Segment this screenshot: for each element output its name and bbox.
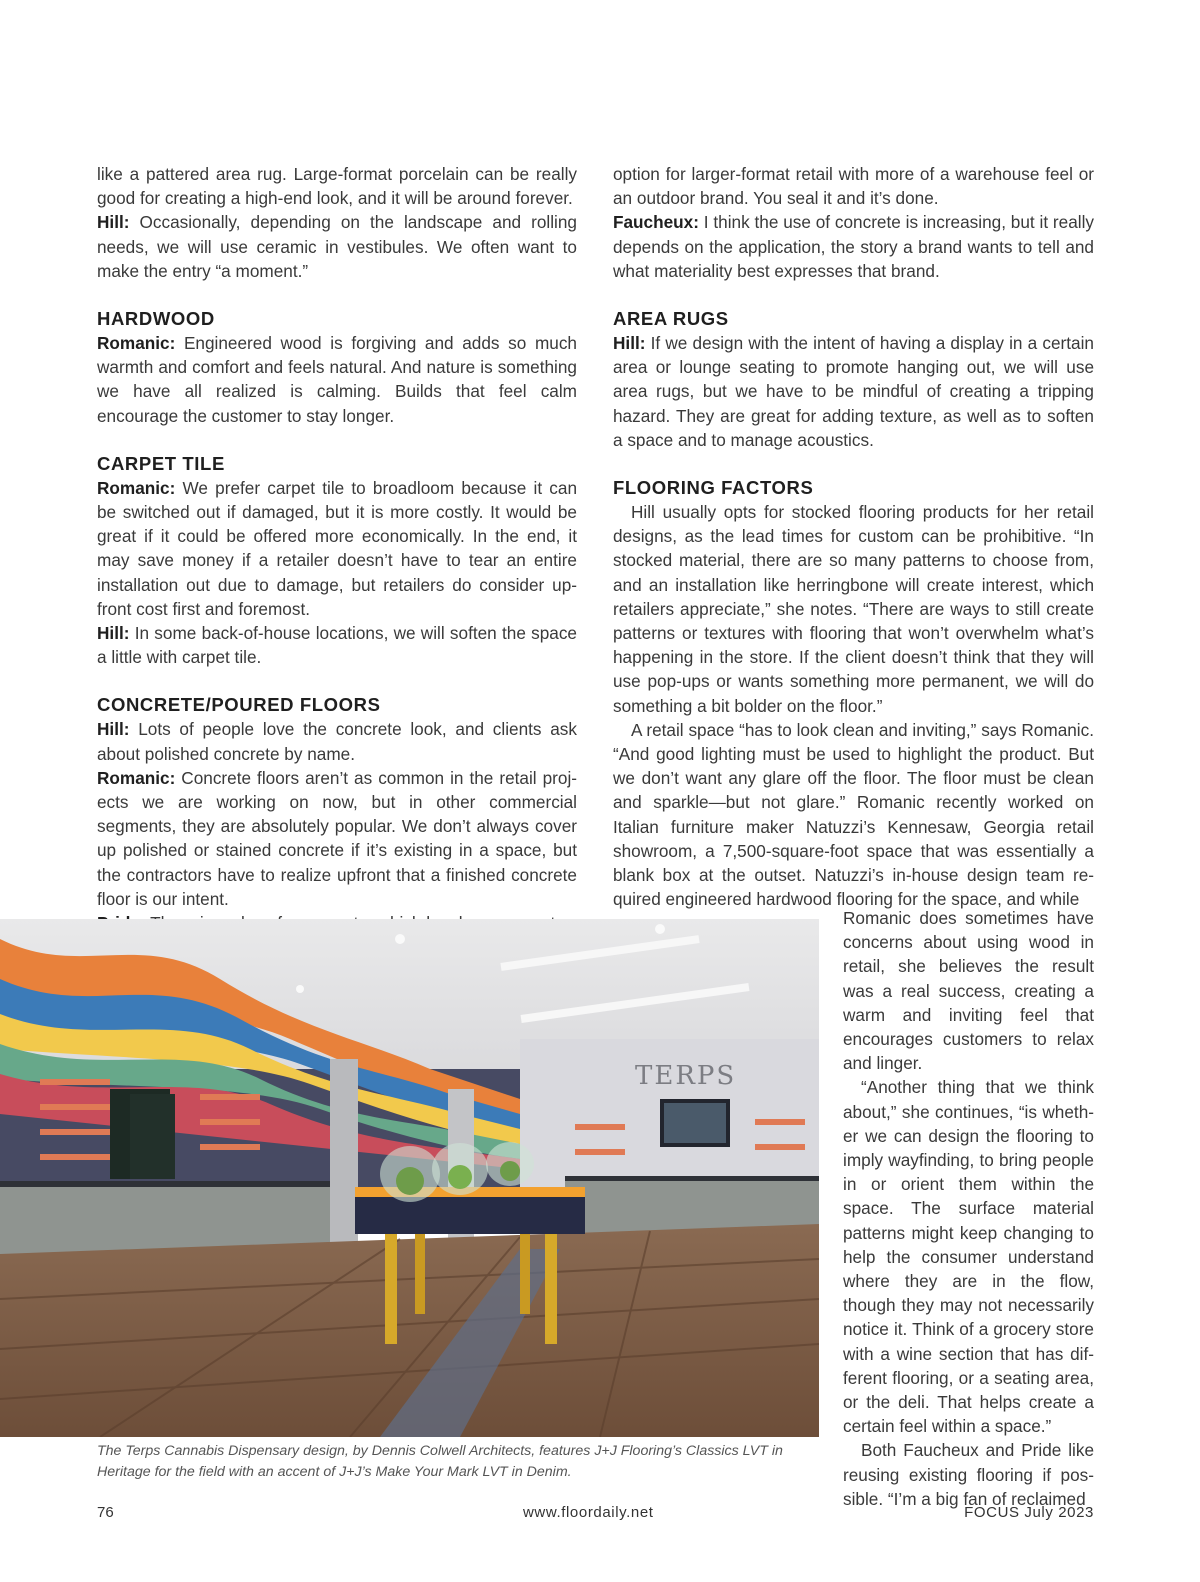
paragraph xyxy=(613,162,1094,210)
paragraph xyxy=(843,906,1094,1075)
body-text: Lots of people love the concrete look, and clients ask about polished concrete by name. xyxy=(97,719,577,764)
paragraph xyxy=(843,1075,1094,1438)
section-heading-hardwood: HARDWOOD xyxy=(97,308,215,330)
footer-issue: FOCUS July 2023 xyxy=(964,1504,1094,1521)
page-number: 76 xyxy=(97,1504,114,1521)
body-text: I think the use of concrete is increasing, but it really depends on the application, the story a brand wants to tell and what materiality best expresses that brand. xyxy=(613,212,1094,281)
body-text: If we design with the intent of having a display in a certain area or lounge seating to promote hanging out, we will use area rugs, but we have to be mindful of creating a tripping hazard. They are great for adding texture, as well as to soften a space and to manage acoustics. xyxy=(613,333,1094,450)
speaker-name: Hill: xyxy=(613,333,646,354)
paragraph xyxy=(97,162,577,210)
section-heading-carpet-tile: CARPET TILE xyxy=(97,452,225,474)
body-text: In some back-of-house locations, we will soften the space a little with carpet tile. xyxy=(97,623,577,668)
speaker-name: Hill: xyxy=(97,212,130,233)
speaker-name: Romanic: xyxy=(97,333,176,354)
body-text: We prefer carpet tile to broadloom because it can be switched out if damaged, but it is more costly. It would be great if it could be offered more economically. In the end, it may save money if a retailer doesn’t have to tear an entire installation out due to damage, but retailers do consider upfront cost first and foremost. xyxy=(97,477,577,619)
body-text: Engineered wood is forgiving and adds so much warmth and comfort and feels natural. And nature is something we have all realized is calming. Builds that feel calm encourage the customer to stay longer. xyxy=(97,333,577,426)
paragraph xyxy=(97,766,577,911)
terps-sign: TERPS xyxy=(635,1061,737,1091)
section-heading-area-rugs: AREA RUGS xyxy=(613,308,729,330)
paragraph xyxy=(97,331,577,428)
dispensary-interior-illustration xyxy=(0,919,819,1437)
section-heading-flooring-factors: FLOORING FACTORS xyxy=(613,477,814,499)
body-text: Occasionally, depending on the landscape and rolling needs, we will use ceramic in vestibules. We often want to make the entry “a moment.” xyxy=(97,212,577,281)
speaker-name: Romanic: xyxy=(97,477,176,498)
body-text: Concrete floors aren’t as common in the retail projects we are working on now, but in other commercial segments, they are absolutely popular. We don’t always cover up polished or stained concrete if it’s existing in a space, but the contractors have to realize upfront that a finished concrete floor is our intent. xyxy=(97,767,577,909)
body-text: Hill usually opts for stocked flooring products for her retail designs, as the lead times for custom can be prohibitive. “In stocked material, there are so many patterns to choose from, and an installation like herringbone will create interest, which retailers appreciate,” she notes. “There are ways to still create patterns or textures with flooring that won’t overwhelm what’s happening in the store. If the client doesn’t think that they will use pop-ups or wants something more permanent, we will do something a bit bolder on the floor.” xyxy=(613,502,1094,716)
body-text: like a pattered area rug. Large-format porcelain can be really good for creating a high-end look, and it will be around forever. xyxy=(97,164,577,209)
body-text: Romanic does sometimes have concerns about using wood in retail, she believes the result was a real success, creating a warm and inviting feel that encourages customers to relax and linger. xyxy=(843,908,1094,1074)
body-text: “Another thing that we think about,” she continues, “is whether we can design the flooring to imply wayfinding, to bring people in or orient them within the space. The surface material patterns might keep changing to help the consumer understand where they are in the flow, though they may not necessarily notice it. Think of a grocery store with a wine section that has different flooring, or a seating area, or the deli. That helps create a certain feel within a space.” xyxy=(843,1077,1094,1437)
speaker-name: Faucheux: xyxy=(613,212,699,233)
paragraph xyxy=(97,717,577,765)
paragraph xyxy=(613,718,1094,912)
speaker-name: Hill: xyxy=(97,623,130,644)
speaker-name: Hill: xyxy=(97,719,130,740)
paragraph xyxy=(613,210,1094,283)
body-text: Both Faucheux and Pride like reusing existing flooring if possible. “I’m a big fan of reclaimed xyxy=(843,1440,1094,1509)
paragraph xyxy=(613,500,1094,718)
paragraph xyxy=(97,621,577,669)
paragraph xyxy=(613,331,1094,452)
paragraph xyxy=(97,476,577,621)
right-column-narrow xyxy=(843,906,1094,1511)
right-column xyxy=(613,162,1094,911)
section-heading-concrete: CONCRETE/POURED FLOORS xyxy=(97,694,381,716)
body-text: option for larger-format retail with more of a warehouse feel or an outdoor brand. You seal it and it’s done. xyxy=(613,164,1094,209)
footer-url[interactable]: www.floordaily.net xyxy=(523,1504,654,1521)
photo-caption: The Terps Cannabis Dispensary design, by Dennis Colwell Architects, features J+J Flooring’s Classics LVT in Heritage for the field with an accent of J+J’s Make Your Mark LVT in Denim. xyxy=(97,1443,783,1480)
speaker-name: Romanic: xyxy=(97,767,176,788)
paragraph xyxy=(843,1438,1094,1511)
paragraph xyxy=(97,210,577,283)
store-photo xyxy=(0,919,819,1437)
left-column xyxy=(97,162,577,935)
body-text: A retail space “has to look clean and inviting,” says Romanic. “And good lighting must be used to highlight the product. But we don’t want any glare off the floor. The floor must be clean and sparkle—but not glare.” Romanic recently worked on Italian furniture maker Natuzzi’s Kennesaw, Georgia retail showroom, a 7,500-square-foot space that was essentially a blank box at the outset. Natuzzi’s in-house design team required engineered hardwood flooring for the space, and while xyxy=(613,719,1094,910)
